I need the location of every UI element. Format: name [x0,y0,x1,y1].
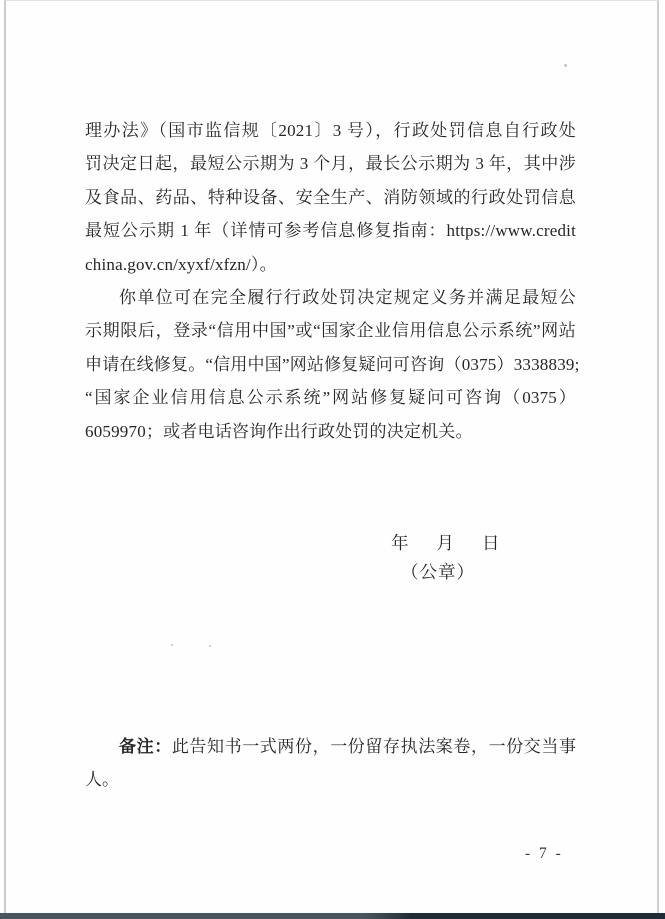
scan-bottom-edge [0,913,665,919]
scan-speck [209,645,211,647]
note-label: 备注： [119,737,172,756]
note-line-2: 人。 [85,770,119,789]
paragraph2-line-5: 6059970；或者电话咨询作出行政处罚的决定机关。 [85,421,473,441]
paragraph1-line-4: 最短公示期 1 年（详情可参考信息修复指南：https://www.credit [85,221,576,241]
paragraph1-line-1: 理办法》（国市监信规〔2021〕3 号），行政处罚信息自行政处 [85,121,576,140]
note-text: 此告知书一式两份，一份留存执法案卷，一份交当事 [171,737,577,756]
year-label: 年 [391,533,409,553]
note-block [85,730,576,796]
paragraph1-line-3: 及食品、药品、特种设备、安全生产、消防领域的行政处罚信息 [85,187,576,207]
month-label: 月 [436,533,454,553]
body-text [85,114,580,448]
paragraph1-line-2: 罚决定日起，最短公示期为 3 个月，最长公示期为 3 年，其中涉 [85,154,576,174]
paragraph1-line-5: china.gov.cn/xyxf/xfzn/）。 [85,254,277,274]
scan-speck [564,64,567,67]
page-number: - 7 - [525,845,564,862]
official-seal-placeholder: （公章） [401,562,475,582]
paragraph2-line-4: “国家企业信用信息公示系统”网站修复疑问可咨询（0375） [85,388,576,408]
paragraph2-line-3: 申请在线修复。“信用中国”网站修复疑问可咨询（0375）3338839; [85,354,580,374]
paragraph2-line-1: 你单位可在完全履行行政处罚决定规定义务并满足最短公 [119,288,576,308]
day-label: 日 [482,533,500,553]
paragraph2-line-2: 示期限后，登录“信用中国”或“国家企业信用信息公示系统”网站 [85,321,576,341]
note-line-1 [85,730,576,763]
scan-speck [171,644,173,646]
